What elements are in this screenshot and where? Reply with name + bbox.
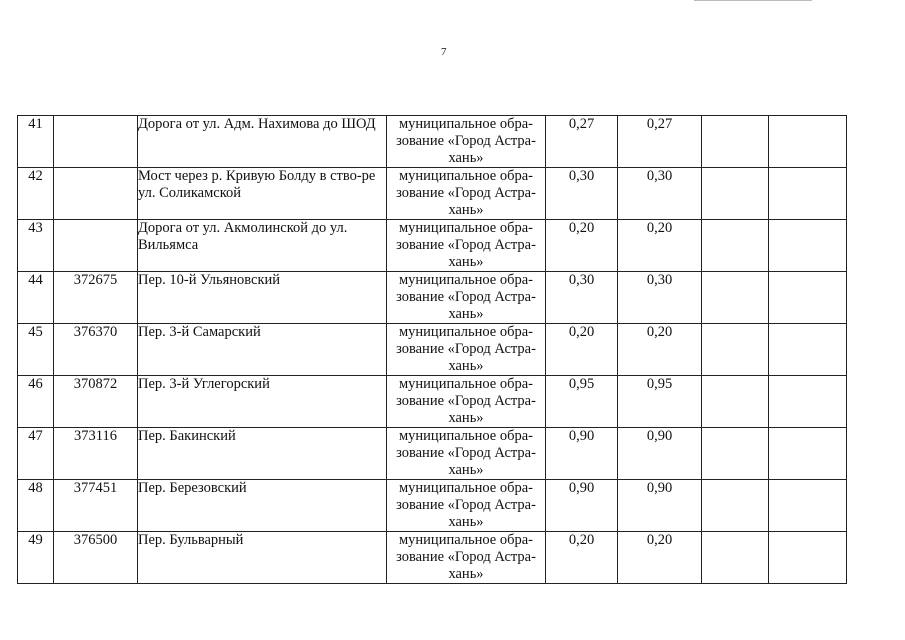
owner-text: муниципальное обра-зование «Город Астра-хань» bbox=[387, 532, 546, 584]
empty-cell bbox=[702, 272, 769, 324]
length-value: 0,20 bbox=[546, 220, 618, 272]
length-value: 0,20 bbox=[546, 532, 618, 584]
empty-cell bbox=[769, 116, 847, 168]
empty-cell bbox=[702, 376, 769, 428]
road-code bbox=[54, 168, 138, 220]
road-name: Пер. Бакинский bbox=[138, 428, 387, 480]
table-row bbox=[18, 168, 847, 220]
length-value: 0,20 bbox=[546, 324, 618, 376]
table-row bbox=[18, 116, 847, 168]
road-code: 372675 bbox=[54, 272, 138, 324]
row-number: 43 bbox=[18, 220, 54, 272]
row-number: 44 bbox=[18, 272, 54, 324]
road-code bbox=[54, 220, 138, 272]
row-number: 41 bbox=[18, 116, 54, 168]
table-row bbox=[18, 428, 847, 480]
road-code bbox=[54, 116, 138, 168]
row-number: 46 bbox=[18, 376, 54, 428]
length-value-2: 0,20 bbox=[618, 220, 702, 272]
length-value-2: 0,27 bbox=[618, 116, 702, 168]
roads-table bbox=[17, 115, 847, 584]
road-name: Пер. 10-й Ульяновский bbox=[138, 272, 387, 324]
empty-cell bbox=[769, 272, 847, 324]
owner-text: муниципальное обра-зование «Город Астра-хань» bbox=[387, 168, 546, 220]
row-number: 45 bbox=[18, 324, 54, 376]
owner-text: муниципальное обра-зование «Город Астра-хань» bbox=[387, 220, 546, 272]
road-name: Дорога от ул. Акмолинской до ул. Вильямса bbox=[138, 220, 387, 272]
table-row bbox=[18, 532, 847, 584]
page-number: 7 bbox=[441, 46, 447, 58]
length-value-2: 0,95 bbox=[618, 376, 702, 428]
length-value-2: 0,30 bbox=[618, 168, 702, 220]
top-edge-mark bbox=[694, 0, 812, 3]
empty-cell bbox=[769, 480, 847, 532]
empty-cell bbox=[702, 324, 769, 376]
table-row bbox=[18, 324, 847, 376]
empty-cell bbox=[769, 376, 847, 428]
table-row bbox=[18, 480, 847, 532]
owner-text: муниципальное обра-зование «Город Астра-хань» bbox=[387, 480, 546, 532]
length-value-2: 0,20 bbox=[618, 324, 702, 376]
empty-cell bbox=[702, 428, 769, 480]
table-row bbox=[18, 376, 847, 428]
road-name: Пер. 3-й Углегорский bbox=[138, 376, 387, 428]
length-value: 0,90 bbox=[546, 480, 618, 532]
length-value: 0,90 bbox=[546, 428, 618, 480]
length-value: 0,30 bbox=[546, 272, 618, 324]
road-code: 376500 bbox=[54, 532, 138, 584]
table-row bbox=[18, 272, 847, 324]
length-value: 0,27 bbox=[546, 116, 618, 168]
row-number: 42 bbox=[18, 168, 54, 220]
empty-cell bbox=[769, 324, 847, 376]
owner-text: муниципальное обра-зование «Город Астра-хань» bbox=[387, 376, 546, 428]
length-value-2: 0,90 bbox=[618, 428, 702, 480]
owner-text: муниципальное обра-зование «Город Астра-хань» bbox=[387, 428, 546, 480]
owner-text: муниципальное обра-зование «Город Астра-хань» bbox=[387, 272, 546, 324]
empty-cell bbox=[702, 532, 769, 584]
empty-cell bbox=[702, 220, 769, 272]
row-number: 48 bbox=[18, 480, 54, 532]
length-value-2: 0,30 bbox=[618, 272, 702, 324]
road-name: Мост через р. Кривую Болду в ство-ре ул. Соликамской bbox=[138, 168, 387, 220]
empty-cell bbox=[769, 168, 847, 220]
empty-cell bbox=[702, 480, 769, 532]
road-name: Пер. Бульварный bbox=[138, 532, 387, 584]
row-number: 49 bbox=[18, 532, 54, 584]
empty-cell bbox=[769, 220, 847, 272]
length-value-2: 0,90 bbox=[618, 480, 702, 532]
road-code: 373116 bbox=[54, 428, 138, 480]
length-value-2: 0,20 bbox=[618, 532, 702, 584]
road-name: Дорога от ул. Адм. Нахимова до ШОД bbox=[138, 116, 387, 168]
owner-text: муниципальное обра-зование «Город Астра-хань» bbox=[387, 116, 546, 168]
row-number: 47 bbox=[18, 428, 54, 480]
length-value: 0,30 bbox=[546, 168, 618, 220]
empty-cell bbox=[769, 428, 847, 480]
empty-cell bbox=[769, 532, 847, 584]
owner-text: муниципальное обра-зование «Город Астра-хань» bbox=[387, 324, 546, 376]
empty-cell bbox=[702, 168, 769, 220]
road-name: Пер. Березовский bbox=[138, 480, 387, 532]
road-code: 376370 bbox=[54, 324, 138, 376]
empty-cell bbox=[702, 116, 769, 168]
table-row bbox=[18, 220, 847, 272]
length-value: 0,95 bbox=[546, 376, 618, 428]
road-name: Пер. 3-й Самарский bbox=[138, 324, 387, 376]
road-code: 370872 bbox=[54, 376, 138, 428]
road-code: 377451 bbox=[54, 480, 138, 532]
